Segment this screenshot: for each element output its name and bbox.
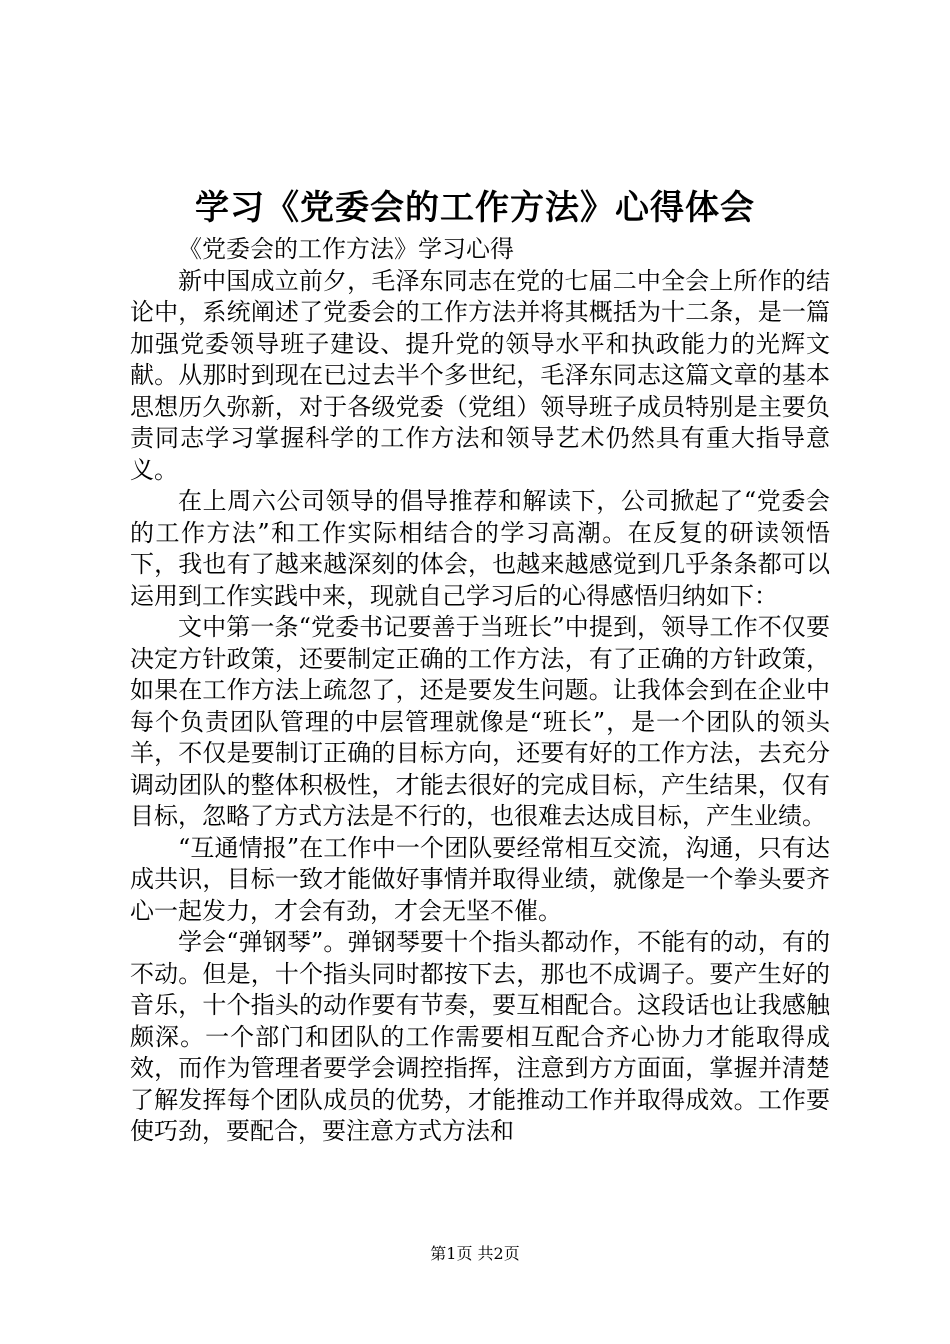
paragraph: 学会“弹钢琴”。弹钢琴要十个指头都动作，不能有的动，有的不动。但是，十个指头同时都按下去，那也不成调子。要产生好的音乐，十个指头的动作要有节奏，要互相配合。这段话也让我感触颇深。一个部门和团队的工作需要相互配合齐心协力才能取得成效，而作为管理者要学会调控指挥，注意到方方面面，掌握并清楚了解发挥每个团队成员的优势，才能推动工作并取得成效。工作要使巧劲，要配合，要注意方式方法和 <box>130 928 830 1145</box>
document-title: 学习《党委会的工作方法》心得体会 <box>195 188 755 228</box>
paragraph: 在上周六公司领导的倡导推荐和解读下，公司掀起了“党委会的工作方法”和工作实际相结合的学习高潮。在反复的研读领悟下，我也有了越来越深刻的体会，也越来越感觉到几乎条条都可以运用到工作实践中来，现就自己学习后的心得感悟归纳如下： <box>130 487 830 610</box>
paragraph-subtitle: 《党委会的工作方法》学习心得 <box>178 235 514 263</box>
page-footer: 第1页 共2页 <box>430 1244 520 1263</box>
document-body <box>130 234 830 1148</box>
paragraph: “互通情报”在工作中一个团队要经常相互交流，沟通，只有达成共识，目标一致才能做好事情并取得业绩，就像是一个拳头要齐心一起发力，才会有劲，才会无坚不催。 <box>130 833 830 925</box>
paragraph: 文中第一条“党委书记要善于当班长”中提到，领导工作不仅要决定方针政策，还要制定正确的工作方法，有了正确的方针政策，如果在工作方法上疏忽了，还是要发生问题。让我体会到在企业中每个负责团队管理的中层管理就像是“班长”，是一个团队的领头羊，不仅是要制订正确的目标方向，还要有好的工作方法，去充分调动团队的整体积极性，才能去很好的完成目标，产生结果，仅有目标，忽略了方式方法是不行的，也很难去达成目标，产生业绩。 <box>130 613 830 830</box>
paragraph: 新中国成立前夕，毛泽东同志在党的七届二中全会上所作的结论中，系统阐述了党委会的工作方法并将其概括为十二条，是一篇加强党委领导班子建设、提升党的领导水平和执政能力的光辉文献。从那时到现在已过去半个多世纪，毛泽东同志这篇文章的基本思想历久弥新，对于各级党委（党组）领导班子成员特别是主要负责同志学习掌握科学的工作方法和领导艺术仍然具有重大指导意义。 <box>130 266 830 484</box>
